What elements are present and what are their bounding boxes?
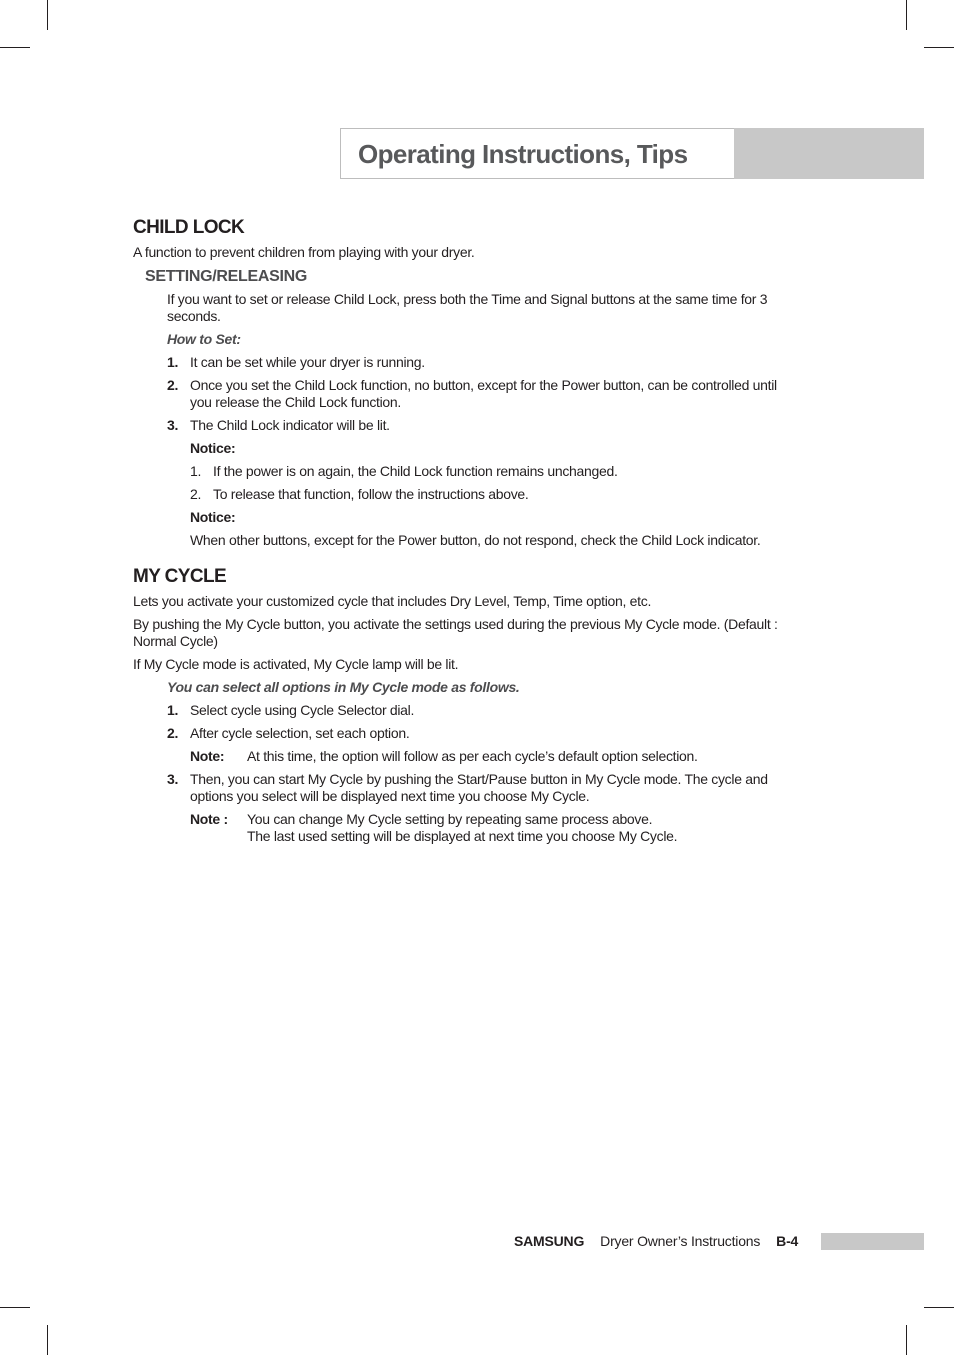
- crop-mark: [924, 47, 954, 48]
- my-cycle-paragraph: Lets you activate your customized cycle that includes Dry Level, Temp, Time option, etc.: [133, 593, 652, 609]
- my-cycle-paragraph: If My Cycle mode is activated, My Cycle lamp will be lit.: [133, 656, 459, 672]
- step-number: 2.: [167, 377, 179, 393]
- crop-mark: [47, 1325, 48, 1355]
- setting-text: If you want to set or release Child Lock, press both the Time and Signal buttons at the same time for 3 seconds.: [167, 291, 768, 324]
- step-number: 3.: [167, 417, 179, 433]
- list-item: [167, 417, 783, 434]
- step-number: 1.: [167, 702, 179, 718]
- crop-mark: [906, 0, 907, 30]
- my-cycle-paragraph: By pushing the My Cycle button, you activate the settings used during the previous My Cycle mode. (Default : Normal Cycle): [133, 616, 778, 649]
- page-title: Operating Instructions, Tips: [358, 139, 688, 169]
- note-row: [190, 748, 783, 765]
- crop-mark: [0, 47, 30, 48]
- note-row: [190, 811, 783, 845]
- step-number: 1.: [167, 354, 179, 370]
- setting-releasing-heading: SETTING/RELEASING: [145, 268, 308, 285]
- list-item: [190, 486, 783, 503]
- notice-label: Notice:: [190, 509, 236, 525]
- step-text: After cycle selection, set each option.: [190, 725, 410, 741]
- notice-number: 2.: [190, 486, 202, 502]
- page-footer: [514, 1233, 798, 1249]
- crop-mark: [0, 1307, 30, 1308]
- note-line: You can change My Cycle setting by repeating same process above.: [247, 811, 653, 827]
- list-item: [167, 702, 783, 719]
- notice-label: Notice:: [190, 440, 236, 456]
- step-text: Select cycle using Cycle Selector dial.: [190, 702, 415, 718]
- step-text: Then, you can start My Cycle by pushing the Start/Pause button in My Cycle mode. The cycle and options you select will be displayed next time you choose My Cycle.: [190, 771, 768, 804]
- step-number: 3.: [167, 771, 179, 787]
- list-item: [167, 354, 783, 371]
- crop-mark: [924, 1307, 954, 1308]
- header-gray-block: [734, 128, 924, 179]
- my-cycle-heading: MY CYCLE: [133, 566, 227, 587]
- brand-name: SAMSUNG: [514, 1233, 585, 1249]
- select-options-label: You can select all options in My Cycle mode as follows.: [167, 679, 520, 695]
- main-content: [133, 216, 783, 851]
- note-label: Note :: [190, 811, 228, 827]
- crop-mark: [47, 0, 48, 30]
- step-text: It can be set while your dryer is running.: [190, 354, 425, 370]
- document-name: Dryer Owner’s Instructions: [600, 1233, 761, 1249]
- step-number: 2.: [167, 725, 179, 741]
- list-item: [167, 725, 783, 742]
- list-item: [190, 463, 783, 480]
- note-label: Note:: [190, 748, 225, 764]
- note-text: [247, 811, 783, 845]
- list-item: [167, 377, 783, 411]
- step-text: Once you set the Child Lock function, no button, except for the Power button, can be controlled until you release the Child Lock function.: [190, 377, 777, 410]
- list-item: [167, 771, 783, 805]
- child-lock-heading: CHILD LOCK: [133, 217, 245, 238]
- section-header: [340, 128, 924, 179]
- note-line: The last used setting will be displayed at next time you choose My Cycle.: [247, 828, 678, 844]
- notice-text: When other buttons, except for the Power button, do not respond, check the Child Lock indicator.: [190, 532, 761, 548]
- footer-gray-block: [821, 1233, 924, 1250]
- page-number: B-4: [776, 1233, 799, 1249]
- how-to-set-label: How to Set:: [167, 331, 241, 347]
- note-text: At this time, the option will follow as per each cycle’s default option selection.: [247, 748, 698, 764]
- notice-text: To release that function, follow the instructions above.: [213, 486, 529, 502]
- notice-text: If the power is on again, the Child Lock function remains unchanged.: [213, 463, 618, 479]
- child-lock-intro: A function to prevent children from playing with your dryer.: [133, 244, 475, 260]
- step-text: The Child Lock indicator will be lit.: [190, 417, 390, 433]
- notice-number: 1.: [190, 463, 202, 479]
- crop-mark: [906, 1325, 907, 1355]
